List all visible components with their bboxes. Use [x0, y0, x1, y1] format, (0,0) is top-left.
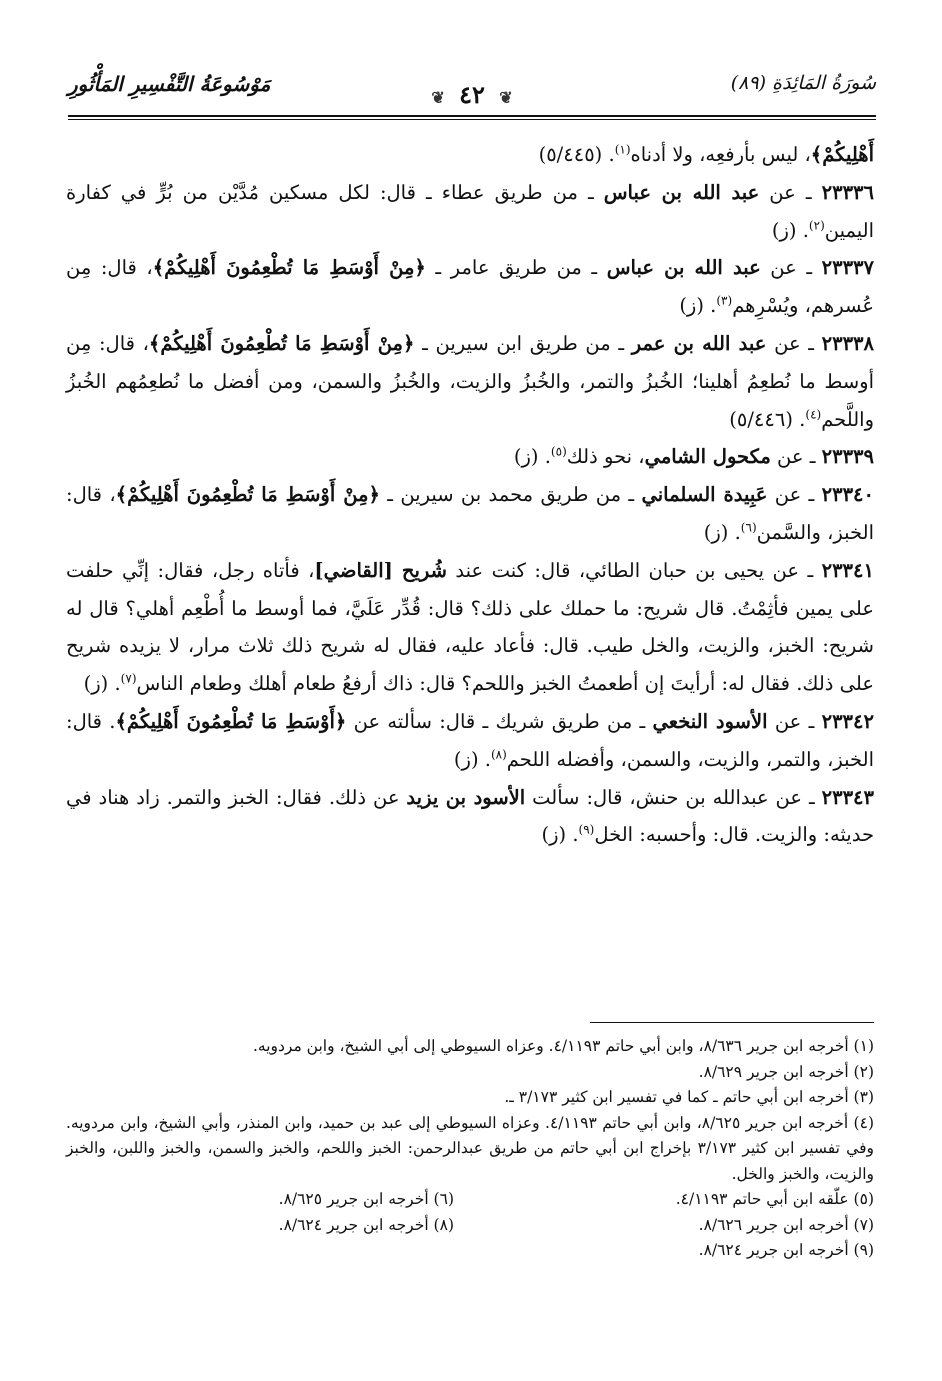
- narrator-name: الأسود بن يزيد: [406, 785, 526, 809]
- header-rule: [68, 115, 876, 117]
- footnote-marker: (٥): [550, 444, 567, 459]
- footnote-9: (٩) أخرجه ابن جرير ٨/٦٢٤.: [698, 1241, 874, 1259]
- footnote-marker: (١): [614, 142, 631, 157]
- entry-text: ـ من طريق عطاء ـ قال: لكل مسكين مُدَّيْن من بُرٍّ في كفارة اليمين: [66, 180, 874, 242]
- entry-number: ٢٣٣٣٧: [821, 256, 874, 280]
- entry-text: ـ عن عبدالله بن حنش، قال: سألت: [525, 785, 822, 809]
- hadith-entry: [66, 438, 874, 476]
- narrator-name: الأسود النخعي: [652, 709, 768, 733]
- entry-number: ٢٣٣٣٦: [821, 180, 874, 204]
- hadith-entry: [66, 325, 874, 438]
- entry-number: ٢٣٣٤١: [821, 558, 874, 582]
- footnote-row: [66, 1187, 874, 1213]
- main-text: [66, 136, 874, 854]
- narrator-name: عبد الله بن عباس: [603, 180, 760, 204]
- entry-text: . (ز): [679, 294, 717, 318]
- entry-number: ٢٣٣٤٣: [821, 785, 874, 809]
- narrator-name: عَبِيدة السلماني: [641, 483, 768, 507]
- footnote-marker: (٨): [490, 747, 507, 762]
- footnote-marker: (٦): [740, 520, 757, 535]
- footnote-5: (٥) علّقه ابن أبي حاتم ٤/١١٩٣.: [675, 1190, 874, 1208]
- entry-number: ٢٣٣٤٢: [821, 709, 874, 733]
- ornament-icon: ❦: [431, 88, 445, 107]
- entry-text: . قال: الخبز، والتمر، والزيت، والسمن، وأفضله اللحم: [66, 709, 874, 771]
- entry-number: ٢٣٣٣٩: [821, 445, 874, 469]
- entry-text: ، نحو ذلك: [566, 445, 645, 469]
- footnote-2: (٢) أخرجه ابن جرير ٨/٦٢٩.: [698, 1062, 874, 1081]
- hadith-entry: [66, 249, 874, 325]
- quran-verse: ﴿أَوْسَطِ مَا تُطْعِمُونَ أَهْلِيكُمْ﴾: [115, 709, 347, 733]
- footnote-marker: (٣): [716, 293, 733, 308]
- ornament-icon: ❦: [499, 88, 513, 107]
- entry-number: ٢٣٣٤٠: [821, 483, 874, 507]
- entry-text: ـ عن: [759, 180, 822, 204]
- page-number: ٤٢: [459, 80, 485, 109]
- hadith-entry: [66, 136, 874, 174]
- narrator-name: شُريح [القاضي]: [314, 558, 447, 582]
- footnote-marker: (٢): [808, 218, 825, 233]
- footnote-marker: (٧): [120, 671, 137, 686]
- quran-verse: ﴿مِنْ أَوْسَطِ مَا تُطْعِمُونَ أَهْلِيكُمْ﴾: [152, 256, 426, 280]
- footnote-marker: (٩): [578, 822, 595, 837]
- entry-text: . (ز): [771, 218, 809, 242]
- footnote-6: (٦) أخرجه ابن جرير ٨/٦٢٥.: [278, 1190, 454, 1208]
- footnotes: [66, 1034, 874, 1264]
- entry-text: . (٥/٤٤٦): [729, 407, 806, 431]
- header-rule-thin: [68, 119, 876, 120]
- entry-text: عن ذلك. فقال: الخبز والتمر. زاد هناد في حديثه: والزيت. قال: وأحسبه: الخل: [66, 785, 874, 847]
- entry-text: ، قال: الخبز، والسَّمن: [66, 483, 874, 544]
- entry-text: ، ليس بأرفعِه، ولا أدناه: [630, 143, 811, 166]
- entry-text: . (ز): [83, 672, 121, 696]
- entry-text: ـ عن: [766, 331, 822, 355]
- footnote-3: (٣) أخرجه ابن أبي حاتم ـ كما في تفسير ابن كثير ٣/١٧٣ ـ.: [504, 1088, 874, 1106]
- footnote-8: (٨) أخرجه ابن جرير ٨/٦٢٤.: [278, 1215, 454, 1234]
- entry-text: ـ من طريق شريك ـ قال: سألته عن: [346, 709, 653, 733]
- entry-text: ـ عن يحيى بن حبان الطائي، قال: كنت عند: [446, 558, 822, 582]
- entry-text: . (ز): [453, 747, 491, 771]
- entry-text: . (ز): [703, 520, 741, 544]
- entry-text: ـ عن: [767, 483, 822, 507]
- narrator-name: عبد الله بن عمر: [631, 331, 767, 355]
- entry-text: ، قال: مِن عُسرهم، ويُسْرِهم: [66, 256, 874, 318]
- running-header: [68, 70, 876, 110]
- entry-text: ، قال: مِن أوسط ما نُطعِمُ أهلينا؛ الخُبزُ والتمر، والخُبزُ والزيت، والخُبزُ والسمن، ومن أفضل ما نُطعِمُهم الخُبزُ واللَّحم: [66, 331, 874, 431]
- narrator-name: مكحول الشامي: [644, 445, 771, 469]
- quran-verse: ﴿مِنْ أَوْسَطِ مَا تُطْعِمُونَ أَهْلِيكُمْ﴾: [115, 483, 380, 507]
- surah-title: سُورَةُ المَائِدَةِ (٨٩): [730, 72, 876, 94]
- hadith-entry: [66, 476, 874, 552]
- footnote-7: (٧) أخرجه ابن جرير ٨/٦٢٦.: [698, 1215, 874, 1234]
- hadith-entry: [66, 703, 874, 779]
- footnote-1: (١) أخرجه ابن جرير ٨/٦٣٦، وابن أبي حاتم ٤/١١٩٣. وعزاه السيوطي إلى أبي الشيخ، وابن مردويه.: [252, 1037, 874, 1055]
- footnote-row: [66, 1213, 874, 1239]
- entry-text: ـ من طريق عامر ـ: [425, 256, 607, 280]
- narrator-name: عبد الله بن عباس: [606, 256, 761, 280]
- footnote-marker: (٤): [805, 407, 822, 422]
- hadith-entry: [66, 552, 874, 703]
- quran-verse: أَهْلِيكُمْ﴾: [810, 143, 874, 166]
- hadith-entry: [66, 174, 874, 250]
- entry-text: ، فأتاه رجل، فقال: إنِّي حلفت على يمين فأثِمْتُ. قال شريح: ما حملك على ذلك؟ قال: قُدِّر عَلَيَّ، فما أوسط ما أُطْعِم أهلي؟ قال له شريح: الخبز، والزيت، والخل طيب. قال: فأعاد عليه، فقال له شريح ذلك ثلاث مرار، لا يزيده شريح على ذلك. فقال له: أرأيتَ إن أطعمتُ الخبز واللحم؟ قال: ذاك أرفعُ طعام أهلك وطعام الناس: [66, 558, 874, 696]
- entry-text: ـ من طريق ابن سيرين ـ: [414, 331, 632, 355]
- entry-text: . (ز): [513, 445, 551, 469]
- footnote-4: (٤) أخرجه ابن جرير ٨/٦٢٥، وابن أبي حاتم ٤/١١٩٣. وعزاه السيوطي إلى عبد بن حميد، وابن المنذر، وأبي الشيخ، وابن مردويه. وفي تفسير ابن كثير ٣/١٧٣ بإخراج ابن أبي حاتم من طريق عبدالرحمن: الخبز واللحم، والخبز والسمن، والخبز واللبن، والخبز والزيت، والخبز والخل.: [66, 1113, 874, 1183]
- footnote-separator: [590, 1022, 874, 1023]
- entry-text: ـ عن: [770, 445, 822, 469]
- hadith-entry: [66, 779, 874, 855]
- entry-text: ـ عن: [760, 256, 822, 280]
- entry-number: ٢٣٣٣٨: [821, 331, 874, 355]
- entry-text: . (ز): [541, 823, 579, 847]
- book-title: مَوْسُوعَةُ التَّفْسِيرِ المَأْثُورِ: [68, 72, 271, 96]
- quran-verse: ﴿مِنْ أَوْسَطِ مَا تُطْعِمُونَ أَهْلِيكُمْ﴾: [148, 331, 415, 355]
- entry-text: ـ عن: [767, 709, 822, 733]
- entry-text: ـ من طريق محمد بن سيرين ـ: [379, 483, 642, 507]
- entry-text: . (٥/٤٤٥): [538, 143, 615, 166]
